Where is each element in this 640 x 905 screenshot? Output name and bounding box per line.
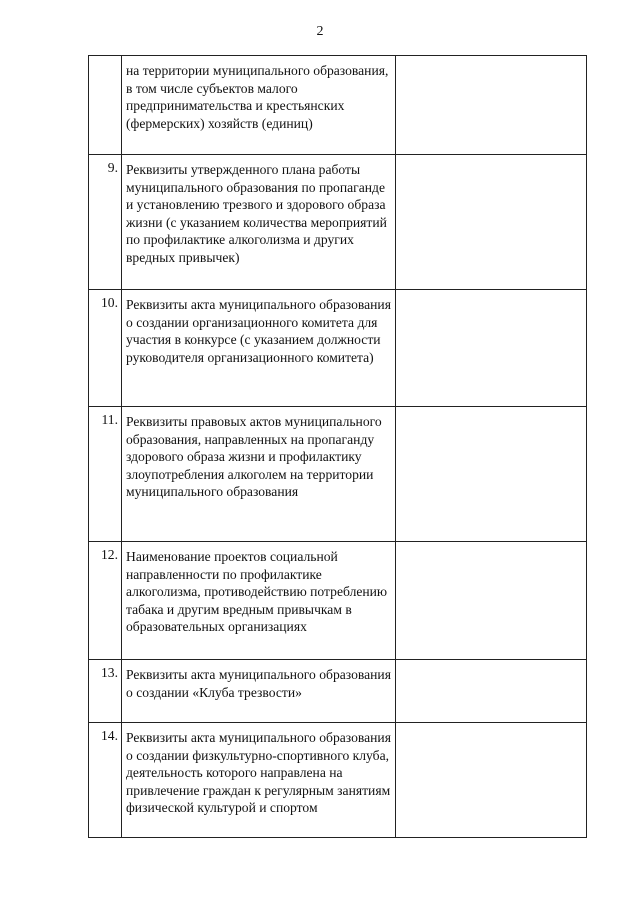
row-description: Реквизиты акта муниципального образования о создании физкультурно-спортивного клуба, деятельность которого направлена на привлечение граждан к регулярным занятиям физической культурой и спортом xyxy=(122,723,396,838)
row-number: 11. xyxy=(89,407,122,542)
row-value xyxy=(396,723,587,838)
table-row xyxy=(89,723,587,838)
table-row xyxy=(89,542,587,660)
table-row xyxy=(89,407,587,542)
row-value xyxy=(396,407,587,542)
row-value xyxy=(396,542,587,660)
table-row xyxy=(89,155,587,290)
row-description: на территории муниципального образования, в том числе субъектов малого предпринимательства и крестьянских (фермерских) хозяйств (единиц) xyxy=(122,56,396,155)
row-description: Реквизиты акта муниципального образования о создании «Клуба трезвости» xyxy=(122,660,396,723)
row-number xyxy=(89,56,122,155)
row-number: 14. xyxy=(89,723,122,838)
row-value xyxy=(396,155,587,290)
row-number: 12. xyxy=(89,542,122,660)
row-number: 9. xyxy=(89,155,122,290)
row-number: 13. xyxy=(89,660,122,723)
criteria-table xyxy=(88,55,587,838)
row-description: Наименование проектов социальной направленности по профилактике алкоголизма, противодействию потреблению табака и другим вредным привычкам в образовательных организациях xyxy=(122,542,396,660)
row-description: Реквизиты акта муниципального образования о создании организационного комитета для участия в конкурсе (с указанием должности руководителя организационного комитета) xyxy=(122,290,396,407)
row-value xyxy=(396,56,587,155)
row-value xyxy=(396,660,587,723)
row-description: Реквизиты утвержденного плана работы муниципального образования по пропаганде и установлению трезвого и здорового образа жизни (с указанием количества мероприятий по профилактике алкоголизма и других вредных привычек) xyxy=(122,155,396,290)
table-row xyxy=(89,660,587,723)
row-description: Реквизиты правовых актов муниципального образования, направленных на пропаганду здорового образа жизни и профилактику злоупотребления алкоголем на территории муниципального образования xyxy=(122,407,396,542)
table-row xyxy=(89,290,587,407)
row-value xyxy=(396,290,587,407)
page-number: 2 xyxy=(316,24,324,39)
table-row xyxy=(89,56,587,155)
row-number: 10. xyxy=(89,290,122,407)
